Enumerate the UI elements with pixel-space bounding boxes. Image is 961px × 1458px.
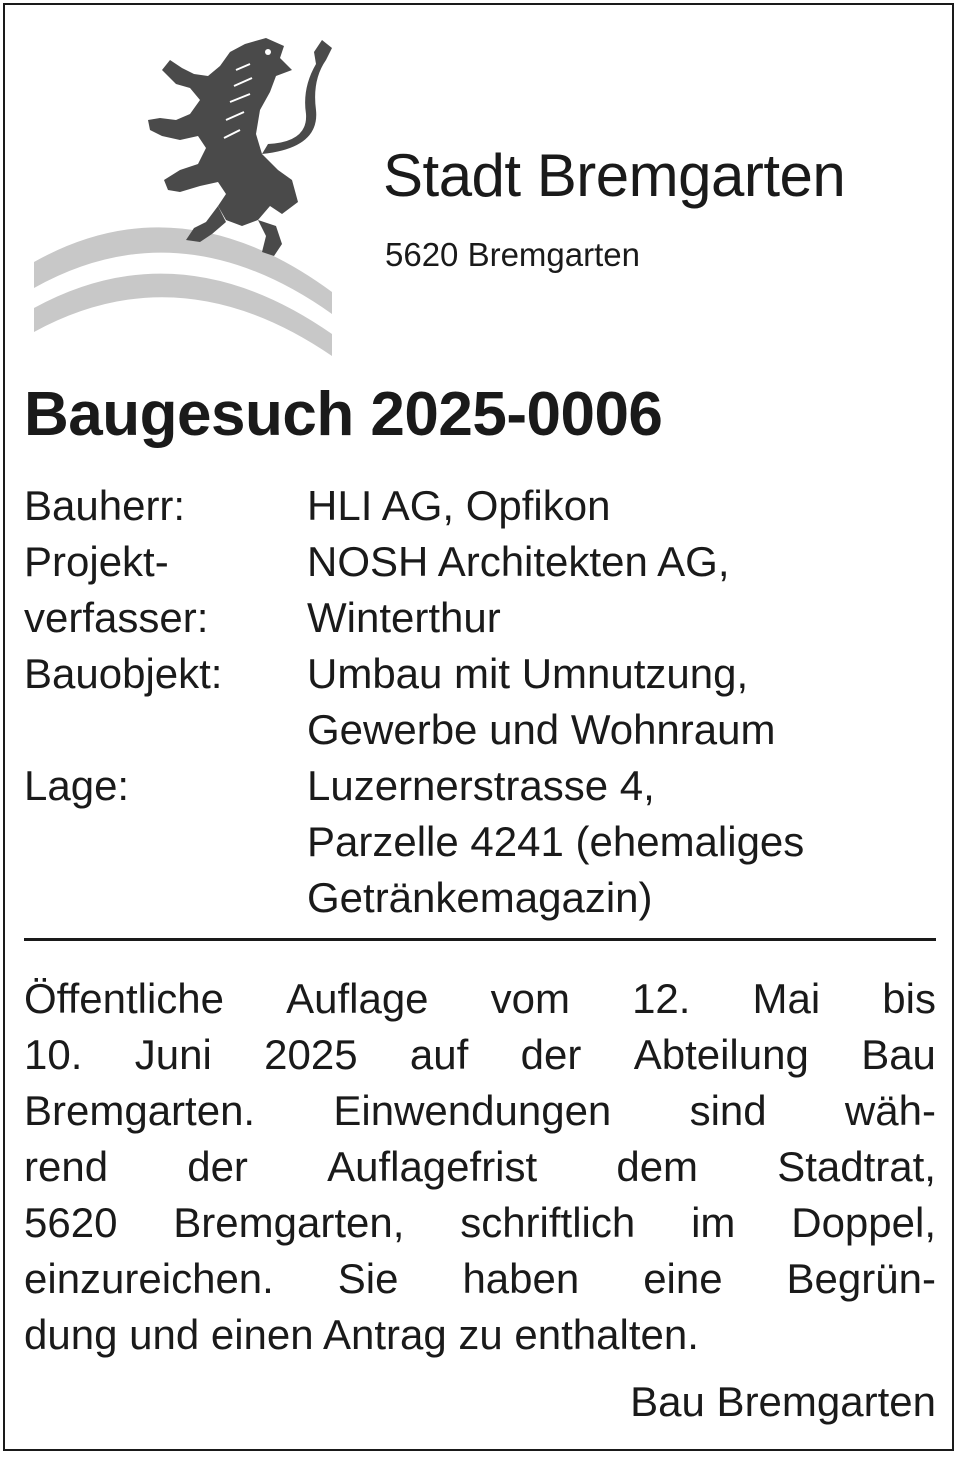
bauobjekt-label: Bauobjekt: <box>24 650 223 697</box>
notice-word: rend <box>24 1143 109 1190</box>
detail-row-lage <box>24 758 936 926</box>
notice-word: Einwendungen <box>333 1087 612 1134</box>
bauherr-label: Bauherr: <box>24 482 186 529</box>
projektverfasser-label-line: verfasser: <box>24 594 209 641</box>
details-table <box>24 478 936 926</box>
bauobjekt-value-line: Gewerbe und Wohnraum <box>307 706 776 753</box>
notice-word: schriftlich <box>460 1199 636 1246</box>
notice-word: Doppel, <box>791 1199 936 1246</box>
lage-label: Lage: <box>24 762 130 809</box>
lage-value-line: Getränkemagazin) <box>307 874 653 921</box>
notice-word: Auflagefrist <box>327 1143 538 1190</box>
notice-word: dung und einen Antrag zu enthalten. <box>24 1311 699 1358</box>
notice-title: Baugesuch 2025-0006 <box>24 380 663 449</box>
detail-row-bauherr <box>24 478 936 534</box>
bauherr-value: HLI AG, Opfikon <box>307 482 611 529</box>
projektverfasser-label-line: Projekt- <box>24 538 169 585</box>
notice-word: 10. <box>24 1031 83 1078</box>
notice-word: eine <box>643 1255 723 1302</box>
notice-word: 5620 <box>24 1199 118 1246</box>
notice-line <box>24 1027 936 1083</box>
notice-word: Sie <box>337 1255 399 1302</box>
municipal-logo <box>30 30 340 360</box>
notice-word: Mai <box>752 975 821 1022</box>
notice-line <box>24 1083 936 1139</box>
notice-word: dem <box>616 1143 699 1190</box>
notice-word: Bremgarten, <box>173 1199 405 1246</box>
notice-word: Juni <box>134 1031 212 1078</box>
notice-word: Öffentliche <box>24 975 225 1022</box>
notice-word: 2025 <box>264 1031 358 1078</box>
notice-line <box>24 1195 936 1251</box>
org-address: 5620 Bremgarten <box>385 236 640 273</box>
notice-word: im <box>691 1199 736 1246</box>
lion-rampant-bridge-logo-icon <box>30 30 340 360</box>
detail-row-bauobjekt <box>24 646 936 758</box>
notice-word: der <box>520 1031 582 1078</box>
notice-line <box>24 1139 936 1195</box>
projektverfasser-value-line: Winterthur <box>307 594 501 641</box>
notice-line <box>24 1251 936 1307</box>
signature: Bau Bremgarten <box>630 1378 936 1425</box>
notice-word: sind <box>689 1087 767 1134</box>
org-name: Stadt Bremgarten <box>383 142 846 209</box>
notice-word: Auflage <box>286 975 429 1022</box>
lage-value-line: Luzernerstrasse 4, <box>307 762 655 809</box>
notice-word: haben <box>462 1255 580 1302</box>
notice-word: einzureichen. <box>24 1255 274 1302</box>
notice-word: Bremgarten. <box>24 1087 256 1134</box>
notice-word: Begrün- <box>786 1255 936 1302</box>
notice-word: Stadtrat, <box>777 1143 936 1190</box>
notice-word: vom <box>490 975 570 1022</box>
projektverfasser-value-line: NOSH Architekten AG, <box>307 538 730 585</box>
detail-row-projektverfasser <box>24 534 936 646</box>
notice-text <box>24 971 936 1363</box>
notice-word: Abteilung <box>633 1031 809 1078</box>
notice-line <box>24 1307 936 1363</box>
notice-line <box>24 971 936 1027</box>
notice-word: wäh- <box>844 1087 936 1134</box>
notice-word: 12. <box>632 975 691 1022</box>
section-divider <box>24 938 936 941</box>
bauobjekt-value-line: Umbau mit Umnutzung, <box>307 650 749 697</box>
notice-word: auf <box>409 1031 469 1078</box>
lage-value-line: Parzelle 4241 (ehemaliges <box>307 818 805 865</box>
notice-word: bis <box>882 975 936 1022</box>
notice-word: der <box>187 1143 248 1190</box>
notice-word: Bau <box>861 1031 936 1078</box>
